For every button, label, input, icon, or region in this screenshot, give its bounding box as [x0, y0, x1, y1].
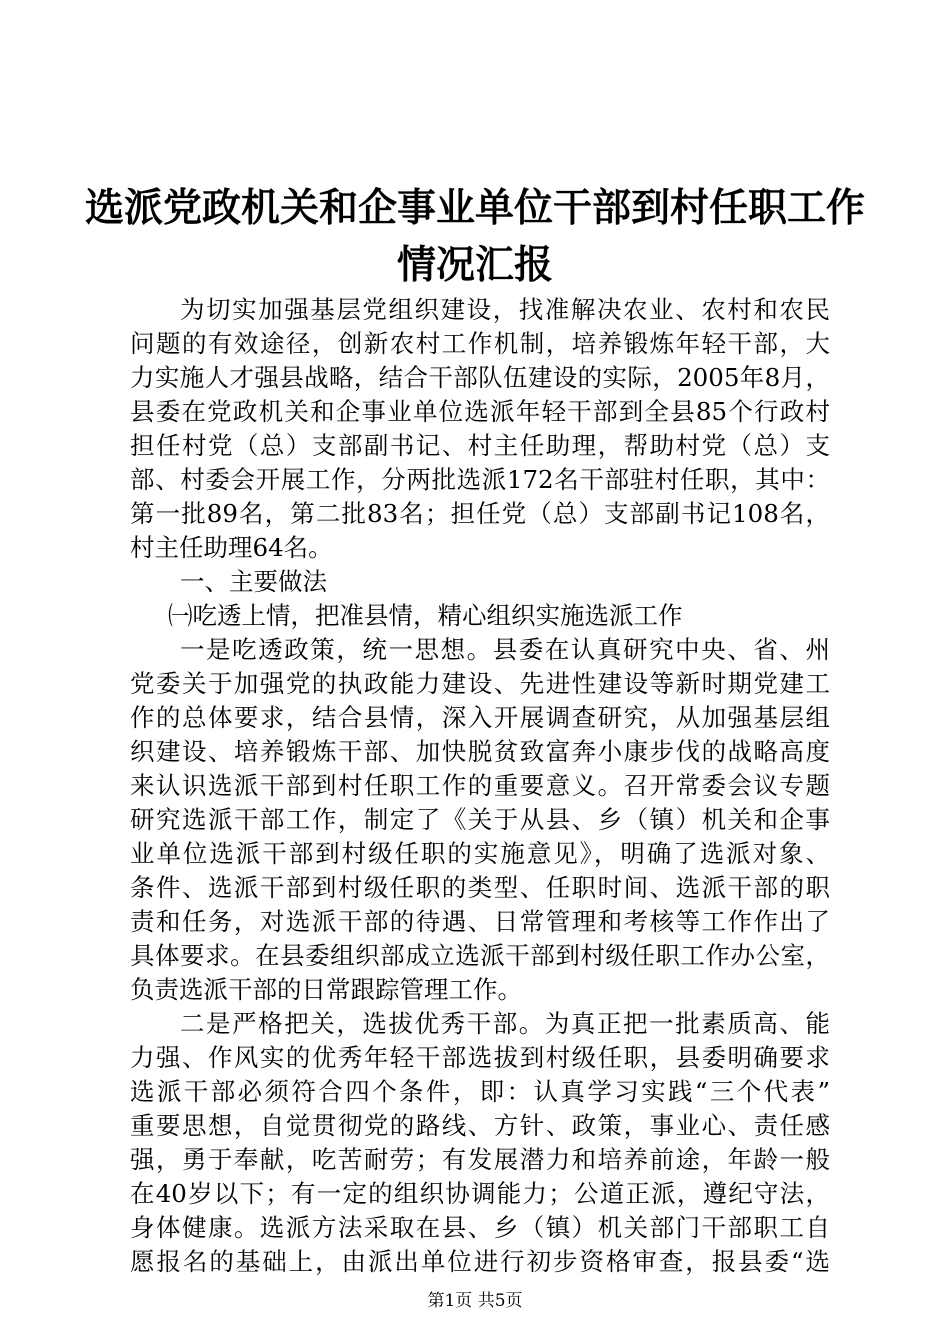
page-footer: 第1页 共5页 [427, 1291, 523, 1311]
body-line: 问题的有效途径，创新农村工作机制，培养锻炼年轻干部，大 [130, 329, 830, 358]
document-title-line-1: 选派党政机关和企事业单位干部到村任职工作 [84, 185, 865, 231]
body-line: 部、村委会开展工作，分两批选派172名干部驻村任职，其中： [130, 465, 830, 494]
body-line: 第一批89名，第二批83名；担任党（总）支部副书记108名， [130, 499, 830, 528]
body-line: 条件、选派干部到村级任职的类型、任职时间、选派干部的职 [130, 873, 830, 902]
body-line: 村主任助理64名。 [130, 533, 333, 562]
subsection-heading: ㈠吃透上情，把准县情，精心组织实施选派工作 [168, 601, 683, 630]
section-heading: 一、主要做法 [180, 567, 327, 596]
body-line: 愿报名的基础上，由派出单位进行初步资格审查，报县委“选 [130, 1247, 830, 1276]
body-line: 为切实加强基层党组织建设，找准解决农业、农村和农民 [180, 295, 830, 324]
body-line: 在40岁以下；有一定的组织协调能力；公道正派，遵纪守法， [130, 1179, 830, 1208]
body-line: 担任村党（总）支部副书记、村主任助理，帮助村党（总）支 [130, 431, 830, 460]
body-line: 二是严格把关，选拔优秀干部。为真正把一批素质高、能 [180, 1009, 830, 1038]
body-line: 作的总体要求，结合县情，深入开展调查研究，从加强基层组 [130, 703, 830, 732]
body-line: 一是吃透政策，统一思想。县委在认真研究中央、省、州 [180, 635, 830, 664]
body-line: 党委关于加强党的执政能力建设、先进性建设等新时期党建工 [130, 669, 830, 698]
body-line: 县委在党政机关和企事业单位选派年轻干部到全县85个行政村 [130, 397, 830, 426]
body-line: 力实施人才强县战略，结合干部队伍建设的实际，2005年8月， [130, 363, 830, 392]
body-line: 责和任务，对选派干部的待遇、日常管理和考核等工作作出了 [130, 907, 830, 936]
body-line: 具体要求。在县委组织部成立选派干部到村级任职工作办公室， [130, 941, 830, 970]
body-line: 重要思想，自觉贯彻党的路线、方针、政策，事业心、责任感 [130, 1111, 830, 1140]
body-line: 研究选派干部工作，制定了《关于从县、乡（镇）机关和企事 [130, 805, 830, 834]
body-line: 织建设、培养锻炼干部、加快脱贫致富奔小康步伐的战略高度 [130, 737, 830, 766]
body-line: 强，勇于奉献，吃苦耐劳；有发展潜力和培养前途，年龄一般 [130, 1145, 830, 1174]
body-line: 选派干部必须符合四个条件，即：认真学习实践“三个代表” [130, 1077, 830, 1106]
body-line: 力强、作风实的优秀年轻干部选拔到村级任职，县委明确要求 [130, 1043, 830, 1072]
document-title-line-2: 情况汇报 [396, 242, 553, 288]
body-line: 负责选派干部的日常跟踪管理工作。 [130, 975, 522, 1004]
body-line: 来认识选派干部到村任职工作的重要意义。召开常委会议专题 [130, 771, 830, 800]
body-line: 身体健康。选派方法采取在县、乡（镇）机关部门干部职工自 [130, 1213, 830, 1242]
body-line: 业单位选派干部到村级任职的实施意见》，明确了选派对象、 [130, 839, 830, 868]
